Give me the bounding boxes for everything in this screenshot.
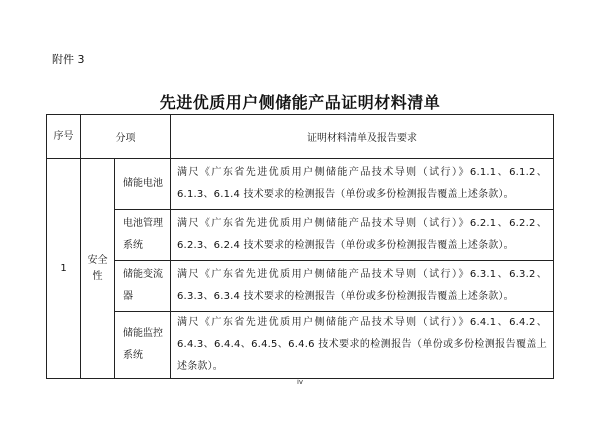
item-name: 储能监控系统: [115, 312, 171, 379]
row-category: 安全性: [81, 159, 115, 379]
item-name: 储能电池: [115, 159, 171, 210]
item-name: 储能变流器: [115, 261, 171, 312]
header-category: 分项: [81, 115, 171, 159]
table-header-row: [47, 115, 554, 159]
attachment-label: 附件 3: [52, 53, 85, 66]
materials-table: [46, 114, 554, 379]
item-requirement: 满尺《广东省先进优质用户侧储能产品技术导则（试行）》6.4.1、6.4.2、6.4.3、6.4.4、6.4.5、6.4.6 技术要求的检测报告（单份或多份检测报告覆盖上述条款）。: [171, 312, 554, 379]
item-requirement: 满尺《广东省先进优质用户侧储能产品技术导则（试行）》6.2.1、6.2.2、6.2.3、6.2.4 技术要求的检测报告（单份或多份检测报告覆盖上述条款）。: [171, 210, 554, 261]
document-title: 先进优质用户侧储能产品证明材料清单: [159, 93, 441, 112]
header-seq: 序号: [47, 115, 81, 159]
table-row: [47, 210, 554, 261]
item-requirement: 满尺《广东省先进优质用户侧储能产品技术导则（试行）》6.3.1、6.3.2、6.3.3、6.3.4 技术要求的检测报告（单份或多份检测报告覆盖上述条款）。: [171, 261, 554, 312]
page-number: iv: [296, 378, 304, 386]
table-row: [47, 312, 554, 379]
table-row: [47, 159, 554, 210]
row-number: 1: [47, 159, 81, 379]
header-requirements: 证明材料清单及报告要求: [171, 115, 554, 159]
table-row: [47, 261, 554, 312]
item-requirement: 满尺《广东省先进优质用户侧储能产品技术导则（试行）》6.1.1、6.1.2、6.1.3、6.1.4 技术要求的检测报告（单份或多份检测报告覆盖上述条款）。: [171, 159, 554, 210]
item-name: 电池管理系统: [115, 210, 171, 261]
